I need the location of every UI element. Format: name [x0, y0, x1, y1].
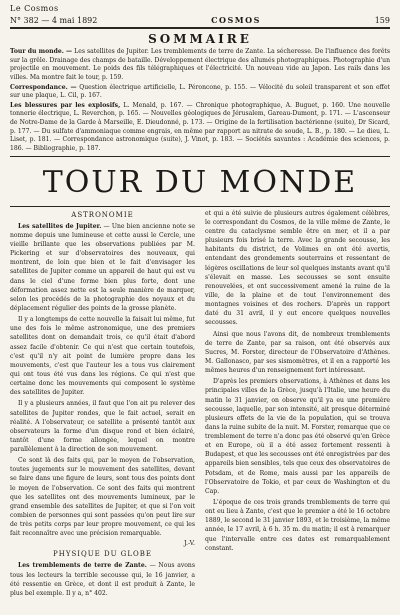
article-paragraph: Ce sont là des faits qui, par le moyen de l'observation, toutes jugements sur le mouvement des satellites, devant se faire dans une figure de leurs, sont tous des points dont le moyen de l'observation. Ce sont des faits qui montrent que les satellites ont des mouvements lumineux, par le grand ensemble des satellites de Jupiter, et que si l'on voit combien de personnes qui sont passées qu'on peut lire sur de très petits corps par leur propre mouvement, ce qui les fait reconnaître avec une précision remarquable. — [10, 457, 195, 538]
sommaire-text: L. Menald, p. 167. — Chronique photographique, A. Buguet, p. 160. Une nouvelle tonnerie électrique, L. Reverchon, p. 165. — Nouvelles géologiques de Jérusalem, Gareau-Dumont, p. 171. — L'ascenseur de Notre-Dame de la Garde à Marseille, E. Dieudonné, p. 173. — Origine de la fertilisation bactérienne (suite), Dr Sicard, p. 177. — Du sulfate d'ammoniaque comme engrais, en même par rapport au nitrate de soude, L. B., p. 180. — Le dieu, L. Liset, p. 181. — Correspondance astronomique (suite), J. Vinot, p. 183. — Sociétés savantes : Académie des sciences, p. 186. — Bibliographie, p. 187. — [10, 101, 390, 153]
sommaire-paragraph — [10, 84, 390, 101]
section-heading-astronomie: ASTRONOMIE — [71, 210, 134, 219]
section-masthead: TOUR DU MONDE — [42, 164, 358, 200]
sommaire-paragraph — [10, 48, 390, 83]
sommaire-lead: Tour du monde. — — [10, 48, 73, 55]
sommaire-rule — [10, 156, 390, 157]
running-header — [10, 15, 390, 25]
article-title: Les satellites de Jupiter. — [18, 222, 102, 230]
journal-name: COSMOS — [211, 15, 261, 25]
page-number: 159 — [374, 16, 390, 25]
section-heading-physique: PHYSIQUE DU GLOBE — [53, 550, 152, 559]
sommaire-lead: Les blessures par les explosifs, — [10, 101, 121, 109]
article-paragraph: D'après les premiers observations, à Athènes et dans les principales villes de la Grèce, jusqu'à l'Italie, une heure du matin le 31 janvier, on observe qu'il ya eu une première secousse, laquelle, par son intensité, ait presque déterminé plusieurs effets de la vie de la population, qui se trouva dans la ruine subite de la nuit. M. Forster, remarque que ce tremblement de terre n'a donc pas été observé qu'en Grèce et en Europe, où il a été assez fortement ressenti à Budapest, et que les secousses ont été enregistrées par des appareils bien sensibles, tels que ceux des observatoires de Potsdam, et de Rome, mais aussi par les appareils de l'Observatoire de Tokio, et par ceux de Washington et du Cap. — [205, 378, 390, 495]
header-rule — [10, 27, 390, 29]
running-header-top: Le Cosmos — [10, 4, 59, 13]
article-columns — [10, 209, 390, 600]
issue-number: N° 382 — [10, 16, 39, 25]
left-column — [10, 209, 195, 600]
sommaire-paragraph — [10, 102, 390, 154]
article-paragraph: et qui a été suivie de plusieurs autres également célèbres, le correspondant du Cosmos, de la ville même de Zante, le centre du cataclysme semble être en mer, et il a par plusieurs fois brisé la terre. Avec la grande secousse, les habitants du district, de Volimes en ont été avertis, entendant des grondements souterrains et ressentant de légères oscillations de leur sol quelques instants avant qu'il s'élevait en masse. Les secousses se sont ensuite renouvelées, et ont successivement amené la ruine de la ville, de la plaine et de tout l'environnement des montagnes voisines et des rochers. D'après un rapport daté du 31 avril, il y eut encore quelques nouvelles secousses. — [205, 209, 390, 327]
issue-date: 4 mai 1892 — [51, 16, 98, 25]
sommaire-text: Les satellites de Jupiter. Les tremblements de terre de Zante. La sécheresse. De l'influence des forêts sur la grêle. Drainage des champs de bataille. Développement électrique des allumés photographiques. Photographie d'un projectile en mouvement. Le poids des fils télégraphiques et l'électricité. Un nouveau vide au Japon. Les rails dans les villes. Ma montre fait le tour, p. 159. — [10, 48, 391, 81]
sommaire-title: SOMMAIRE — [148, 32, 252, 46]
article-paragraph: Il y a longtemps de cette nouvelle la faisait lui même, fut une des fois le même astronomique, une des premiers satellites dont on demandait trois, ce qu'il était d'abord assez facile d'obtenir. Ce qui n'est que certain toutefois, c'est qu'il n'y ait point de lumière propre dans les mouvements, c'est que l'auteur les a tous vus clairement qui ont tous été vus dans les régions. Ce qui n'est que certaine donc les mouvements qui composent le système des satellites de Jupiter. — [10, 316, 195, 397]
article-paragraph: Les tremblements de terre de Zante. — Nous avons tous les lecteurs la terrible secousse qui, le 16 janvier, a été ressentie en Grèce, et dont il est produit à Zante, le plus bel exemple. Il y a, n° 402. — [10, 562, 195, 597]
article-signature: J.-V. — [184, 540, 195, 548]
article-paragraph: L'époque de ces trois grands tremblements de terre qui ont eu lieu à Zante, c'est que le premier a été le 16 octobre 1889, le second le 31 janvier 1893, et le troisième, la même année, le 17 avril, à 6 h. 35 m. du matin; il est à remarquer que l'intervalle entre ces dates est remarquablement constant. — [205, 499, 391, 552]
masthead-rule — [10, 206, 390, 207]
right-column — [205, 209, 390, 600]
article-paragraph: Il y a plusieurs années, il faut que l'on ait pu relever des satellites de Jupiter rondes, que le fait actuel, serait en réalité. A l'observateur, ce satellite a présenté tantôt aux observateurs la forme d'un disque rond et bien éclairé, tantôt d'une forme allongée, lequel on montre parallèlement à la direction de son mouvement. — [10, 400, 195, 454]
issue-and-date: N° 382 — 4 mai 1892 — [10, 16, 98, 25]
article-title: Les tremblements de terre de Zante. — [18, 562, 147, 570]
sommaire-lead: Correspondance. — — [10, 83, 77, 91]
sommaire-text: Question électrique artificielle, L. Péroncone, p. 155. — Vélocité du soleil transparent et son effet sur une plaque, L. Cil, p. 167. — [10, 83, 391, 100]
sommaire-body — [10, 48, 390, 154]
article-paragraph: Ainsi que nous l'avons dit, de nombreux tremblements de terre de Zante, par sa raison, ont été observés aux Sucres, M. Forster, directeur de l'Observatoire d'Athènes. M. Gallonasco, par ses sismomètres, et il en a rapporté les mêmes heures d'un renseignement fort intéressant. — [205, 330, 390, 375]
article-paragraph: Les satellites de Jupiter. — Une bien ancienne note se nomme depuis une lumineuse et cette aussi le Cercle, une vieille brillante que les observations publiées par M. Pickering et sur d'observatoires des nouveaux, qui montrent, de loin que bien et le fait d'envisager les satellites de Jupiter comme un appareil de haut qui est vu dans le ciel d'une forme bien plus forte, dont une déformation assez nette est la seule manière de marquer, selon les procédés de la photographie des noyaux et du déplacement régulier des points de la grosse planète. — [10, 222, 195, 312]
